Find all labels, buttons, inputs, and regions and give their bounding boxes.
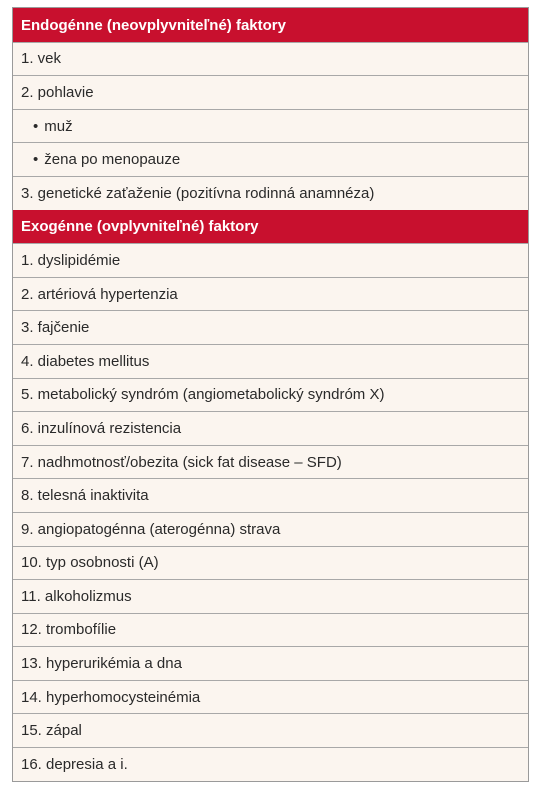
row-text: 9. angiopatogénna (aterogénna) strava (21, 520, 281, 538)
row-text: 10. typ osobnosti (A) (21, 554, 159, 572)
row-text: 3. fajčenie (21, 319, 90, 337)
table-subrow (13, 142, 528, 176)
table-row (13, 310, 528, 344)
row-text: 7. nadhmotnosť/obezita (sick fat disease – SFD) (21, 453, 342, 471)
table-row (13, 546, 528, 580)
table-row (13, 411, 528, 445)
row-text: 8. telesná inaktivita (21, 487, 149, 505)
table-row (13, 42, 528, 76)
table-row (13, 613, 528, 647)
table-row (13, 713, 528, 747)
row-text: žena po menopauze (44, 151, 181, 169)
table-row (13, 344, 528, 378)
row-text: 16. depresia a i. (21, 755, 128, 773)
table-row (13, 512, 528, 546)
table-row (13, 747, 528, 781)
table-subrow (13, 109, 528, 143)
row-text: 11. alkoholizmus (21, 587, 132, 605)
table-row (13, 680, 528, 714)
row-text: 2. pohlavie (21, 83, 94, 101)
section-header: Endogénne (neovplyvniteľné) faktory (13, 8, 528, 42)
row-text: 12. trombofílie (21, 621, 117, 639)
table-row (13, 646, 528, 680)
row-text: 13. hyperurikémia a dna (21, 655, 182, 673)
row-text: 3. genetické zaťaženie (pozitívna rodinná anamnéza) (21, 184, 375, 202)
row-text: 14. hyperhomocysteinémia (21, 688, 201, 706)
table-row (13, 579, 528, 613)
table-row (13, 378, 528, 412)
row-text: 6. inzulínová rezistencia (21, 419, 182, 437)
table-row (13, 75, 528, 109)
table-row (13, 243, 528, 277)
row-text: 4. diabetes mellitus (21, 352, 150, 370)
row-text: 1. vek (21, 50, 62, 68)
table-row (13, 445, 528, 479)
row-text: 5. metabolický syndróm (angiometabolický syndróm X) (21, 386, 385, 404)
bullet-icon: • (33, 151, 39, 169)
section-header: Exogénne (ovplyvniteľné) faktory (13, 210, 528, 244)
risk-factors-table (12, 7, 529, 782)
row-text: 2. artériová hypertenzia (21, 285, 178, 303)
bullet-icon: • (33, 117, 39, 135)
table-row (13, 277, 528, 311)
row-text: 15. zápal (21, 722, 82, 740)
table-row (13, 176, 528, 210)
row-text: 1. dyslipidémie (21, 251, 121, 269)
row-text: muž (44, 117, 73, 135)
table-row (13, 478, 528, 512)
